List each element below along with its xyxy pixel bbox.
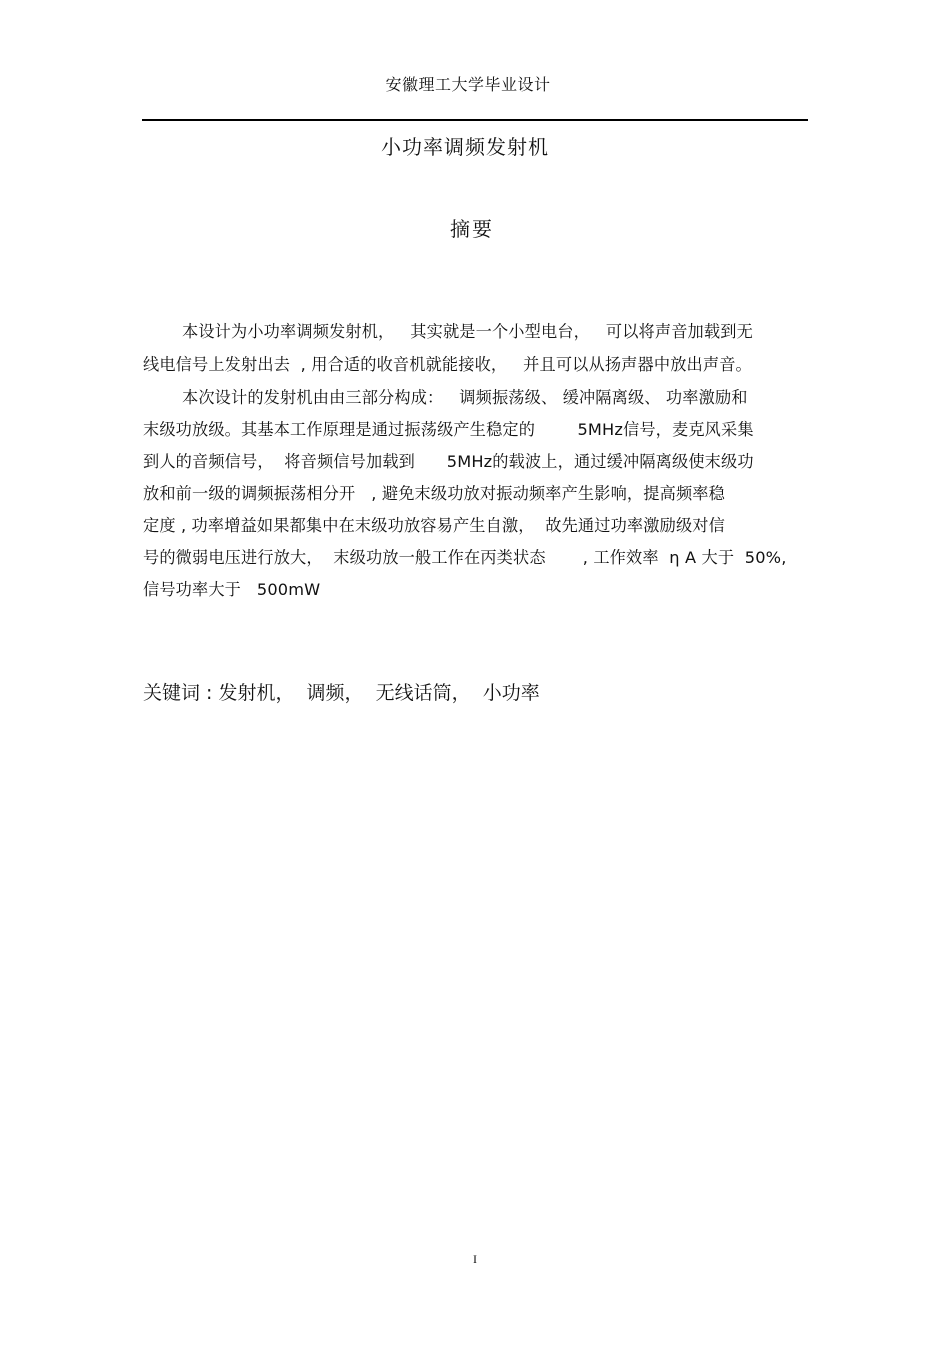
document-title: 小功率调频发射机 [381,135,549,159]
abstract-line: 到人的音频信号， 将音频信号加载到 5MHz的载波上，通过缓冲隔离级使末级功 [143,452,754,471]
keywords-line: 关键词 : 发射机， 调频， 无线话筒， 小功率 [143,682,540,704]
abstract-line: 号的微弱电压进行放大， 末级功放一般工作在丙类状态 , 工作效率 η A 大于 50%, [143,548,787,567]
abstract-line: 本设计为小功率调频发射机， 其实就是一个小型电台， 可以将声音加载到无 [182,322,753,341]
abstract-line: 末级功放级。其基本工作原理是通过振荡级产生稳定的 5MHz信号，麦克风采集 [143,420,754,439]
running-header: 安徽理工大学毕业设计 [385,75,551,94]
abstract-line: 本次设计的发射机由由三部分构成： 调频振荡级、 缓冲隔离级、 功率激励和 [182,388,748,407]
header-rule [142,119,808,121]
abstract-line: 放和前一级的调频振荡相分开 , 避免末级功放对振动频率产生影响，提高频率稳 [143,484,725,503]
abstract-line: 定度 , 功率增益如果都集中在末级功放容易产生自激， 故先通过功率激励级对信 [143,516,725,535]
abstract-line: 信号功率大于 500mW [143,580,321,599]
abstract-heading: 摘要 [450,217,494,241]
page-number: I [473,1252,477,1266]
abstract-line: 线电信号上发射出去 , 用合适的收音机就能接收， 并且可以从扬声器中放出声音。 [143,355,752,374]
